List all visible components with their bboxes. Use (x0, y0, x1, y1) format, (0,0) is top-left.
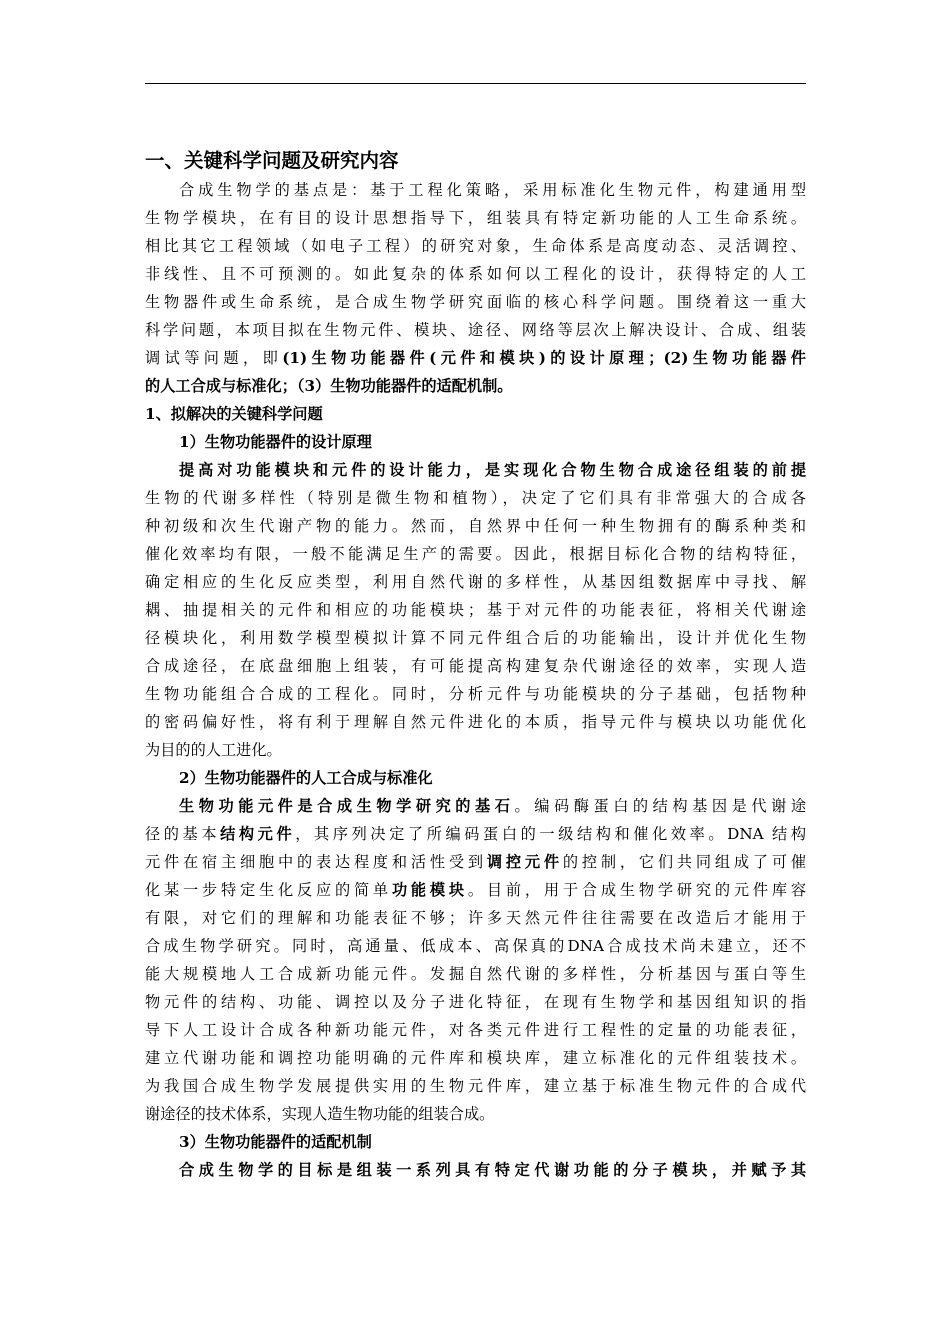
intro-bold: 的人工合成与标准化；（3）生物功能器件的适配机制。 (145, 377, 513, 395)
intro-line-mixed (145, 372, 806, 400)
item-2-line: 物元件的结构、功能、调控以及分子进化特征，在现有生物学和基因组知识的指 (145, 993, 806, 1011)
item-2-bold: 功能模块 (391, 881, 468, 899)
subsection-heading: 1、拟解决的关键科学问题 (145, 405, 323, 423)
item-2-plain: 径的基本 (145, 825, 221, 843)
item-2-line (145, 876, 806, 904)
intro-line: 非线性、且不可预测的。如此复杂的体系如何以工程化的设计，获得特定的人工 (145, 265, 806, 283)
item-2-plain: 化某一步特定生化反应的简单 (145, 881, 392, 899)
item-1-title: 1）生物功能器件的设计原理 (179, 433, 372, 451)
item-2-line: 合成生物学研究。同时，高通量、低成本、高保真的DNA合成技术尚未建立，还不 (145, 937, 806, 955)
intro-bold: (1)生物功能器件(元件和模块)的设计原理；(2)生物功能器件 (282, 349, 806, 367)
item-2-line (145, 792, 806, 820)
item-2-bold: 结构元件 (220, 825, 296, 843)
item-1-line: 为目的的人工进化。 (145, 741, 282, 759)
intro-line: 合成生物学的基点是：基于工程化策略，采用标准化生物元件，构建通用型 (179, 181, 806, 199)
item-1-line: 确定相应的生化反应类型，利用自然代谢的多样性，从基因组数据库中寻找、解 (145, 573, 806, 591)
item-2-title: 2）生物功能器件的人工合成与标准化 (179, 769, 433, 787)
item-2-line: 有限，对它们的理解和功能表征不够；许多天然元件往往需要在改造后才能用于 (145, 909, 806, 927)
item-1-line: 生物的代谢多样性（特别是微生物和植物），决定了它们具有非常强大的合成各 (145, 489, 806, 507)
item-2-plain: ，其序列决定了所编码蛋白的一级结构和催化效率。DNA 结构 (295, 825, 806, 843)
item-3-lead: 合成生物学的目标是组装一系列具有特定代谢功能的分子模块，并赋予其 (179, 1161, 806, 1179)
item-2-line: 为我国合成生物学发展提供实用的生物元件库，建立基于标准生物元件的合成代 (145, 1077, 806, 1095)
intro-line: 相比其它工程领域（如电子工程）的研究对象，生命体系是高度动态、灵活调控、 (145, 237, 806, 255)
item-1-line: 种初级和次生代谢产物的能力。然而，自然界中任何一种生物拥有的酶系种类和 (145, 517, 806, 535)
item-2-plain: 的控制，它们共同组成了可催 (562, 853, 806, 871)
item-1-line: 合成途径，在底盘细胞上组装，有可能提高构建复杂代谢途径的效率，实现人造 (145, 657, 806, 675)
intro-line: 科学问题，本项目拟在生物元件、模块、途径、网络等层次上解决设计、合成、组装 (145, 321, 806, 339)
item-1-line: 耦、抽提相关的元件和相应的功能模块；基于对元件的功能表征，将相关代谢途 (145, 601, 806, 619)
section-title: 一、关键科学问题及研究内容 (145, 149, 399, 172)
item-2-line: 能大规模地人工合成新功能元件。发掘自然代谢的多样性，分析基因与蛋白等生 (145, 965, 806, 983)
item-2-bold: 调控元件 (486, 853, 563, 871)
item-1-line: 的密码偏好性，将有利于理解自然元件进化的本质，指导元件与模块以功能优化 (145, 713, 806, 731)
item-1-lead: 提高对功能模块和元件的设计能力，是实现化合物生物合成途径组装的前提 (179, 461, 806, 479)
item-2-plain: 。编码酶蛋白的结构基因是代谢途 (514, 797, 806, 815)
document-body (145, 146, 806, 1184)
item-2-plain: 元件在宿主细胞中的表达程度和活性受到 (145, 853, 487, 871)
item-2-line (145, 848, 806, 876)
intro-line: 生物学模块，在有目的设计思想指导下，组装具有特定新功能的人工生命系统。 (145, 209, 806, 227)
item-2-line: 导下人工设计合成各种新功能元件，对各类元件进行工程性的定量的功能表征， (145, 1021, 806, 1039)
header-rule (145, 83, 806, 84)
item-2-line (145, 820, 806, 848)
item-2-plain: 。目前，用于合成生物学研究的元件库容 (467, 881, 806, 899)
item-1-line: 催化效率均有限，一般不能满足生产的需要。因此，根据目标化合物的结构特征， (145, 545, 806, 563)
intro-line: 生物器件或生命系统，是合成生物学研究面临的核心科学问题。围绕着这一重大 (145, 293, 806, 311)
item-1-line: 生物功能组合合成的工程化。同时，分析元件与功能模块的分子基础，包括物种 (145, 685, 806, 703)
item-2-line: 建立代谢功能和调控功能明确的元件库和模块库，建立标准化的元件组装技术。 (145, 1049, 806, 1067)
item-2-bold: 生物功能元件是合成生物学研究的基石 (179, 797, 515, 815)
item-3-title: 3）生物功能器件的适配机制 (179, 1133, 372, 1151)
intro-plain: 调试等问题，即 (145, 349, 283, 367)
item-2-line: 谢途径的技术体系，实现人造生物功能的组装合成。 (145, 1105, 495, 1123)
intro-line-mixed (145, 344, 806, 372)
item-1-line: 径模块化，利用数学模型模拟计算不同元件组合后的功能输出，设计并优化生物 (145, 629, 806, 647)
